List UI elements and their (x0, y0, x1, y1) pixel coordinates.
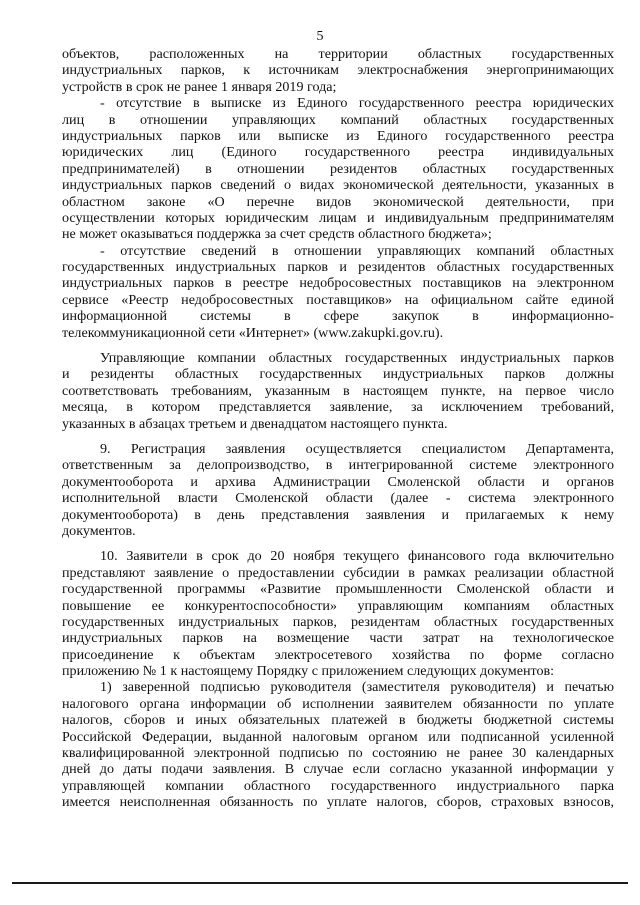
text-line: объектов, расположенных на территории областных государственных (62, 46, 614, 62)
text-line: приложению № 1 к настоящему Порядку с приложением следующих документов: (62, 663, 555, 680)
text-line: государственных индустриальных парков, резидентам областных государственных (62, 613, 614, 630)
text-line: юридических лиц (Единого государственного реестра индивидуальных (62, 144, 614, 161)
text-line: индустриальных парков или выписке из Единого государственного реестра (62, 127, 614, 144)
text-line: имеется неисполненная обязанность по уплате налогов, сборов, страховых взносов, (62, 794, 614, 811)
text-line: дней до даты подачи заявления. В случае если согласно указанной информации у (62, 761, 614, 778)
text-line: информационной системы в сфере закупок в информационно- (62, 308, 614, 325)
text-line: 1) заверенной подписью руководителя (заместителя руководителя) и печатью (100, 679, 614, 696)
text-line: документооборота) в день представления заявления и прилагаемых к нему (62, 506, 614, 523)
bottom-rule (12, 882, 628, 884)
text-line: повышение ее конкурентоспособности» управляющим компаниям областных (62, 597, 614, 614)
text-line: индустриальных парков, к источникам электроснабжения энергопринимающих (62, 62, 614, 79)
text-line: исполнительной власти Смоленской области (далее - система электронного (62, 490, 614, 507)
page-number: 5 (316, 29, 324, 44)
text-line: областном законе «О перечне видов экономической деятельности, при (62, 193, 614, 210)
text-line: индустриальных парков в реестре недобросовестных поставщиков на электронном (62, 275, 614, 292)
text-line: 10. Заявители в срок до 20 ноября текущего финансового года включительно (100, 548, 614, 565)
text-line: сервисе «Реестр недобросовестных поставщиков» на официальном сайте единой (62, 291, 614, 308)
text-line: индустриальных парков на возмещение части затрат на технологическое (62, 630, 614, 647)
text-line: государственной программы «Развитие промышленности Смоленской области и (62, 581, 614, 598)
text-line: налогового органа информации об исполнении заявителем обязанности по уплате (62, 695, 614, 712)
text-line: представляют заявление о предоставлении субсидии в рамках реализации областной (62, 564, 614, 581)
text-line: квалифицированной электронной подписью по состоянию не ранее 30 календарных (62, 745, 614, 762)
text-line: не может оказываться поддержка за счет средств областного бюджета»; (62, 226, 492, 243)
text-line: соответствовать требованиям, указанным в настоящем пункте, на первое число (62, 382, 614, 399)
text-line: месяца, в котором представляется заявление, за исключением требований, (62, 399, 614, 416)
text-line: документооборота и архива Администрации Смоленской области и органов (62, 473, 614, 490)
text-line: ответственным за делопроизводство, в интегрированной системе электронного (62, 457, 614, 474)
text-line: указанных в абзацах третьем и двенадцатом настоящего пункта. (62, 415, 448, 432)
text-line: присоединение к объектам электросетевого хозяйства по форме согласно (62, 646, 614, 663)
text-line: Российской Федерации, выданной налоговым органом или подписанной усиленной (62, 728, 614, 745)
text-line: и резиденты областных государственных индустриальных парков должны (62, 366, 614, 383)
text-line: - отсутствие в выписке из Единого государственного реестра юридических (100, 95, 614, 112)
text-line: налогов, сборов и иных обязательных платежей в бюджеты бюджетной системы (62, 712, 614, 729)
text-line: осуществлении которых юридическим лицам и индивидуальным предпринимателям (62, 209, 614, 226)
text-line: индустриальных парков сведений о видах экономической деятельности, указанных в (62, 177, 614, 194)
document-body (62, 46, 614, 811)
text-line: устройств в срок не ранее 1 января 2019 года; (62, 78, 337, 95)
text-line: документов. (62, 522, 136, 539)
text-line: - отсутствие сведений в отношении управляющих компаний областных (100, 242, 614, 259)
text-line: государственных индустриальных парков и резидентов областных государственных (62, 259, 614, 276)
text-line: 9. Регистрация заявления осуществляется специалистом Департамента, (100, 440, 614, 457)
text-line: управляющей компании областного государственного индустриального парка (62, 777, 614, 794)
text-line: Управляющие компании областных государственных индустриальных парков (100, 350, 614, 367)
text-line: лиц в отношении управляющих компаний областных государственных (62, 111, 614, 128)
text-line: телекоммуникационной сети «Интернет» (www.zakupki.gov.ru). (62, 324, 444, 341)
text-line: предпринимателей) в отношении резидентов областных государственных (62, 160, 614, 177)
